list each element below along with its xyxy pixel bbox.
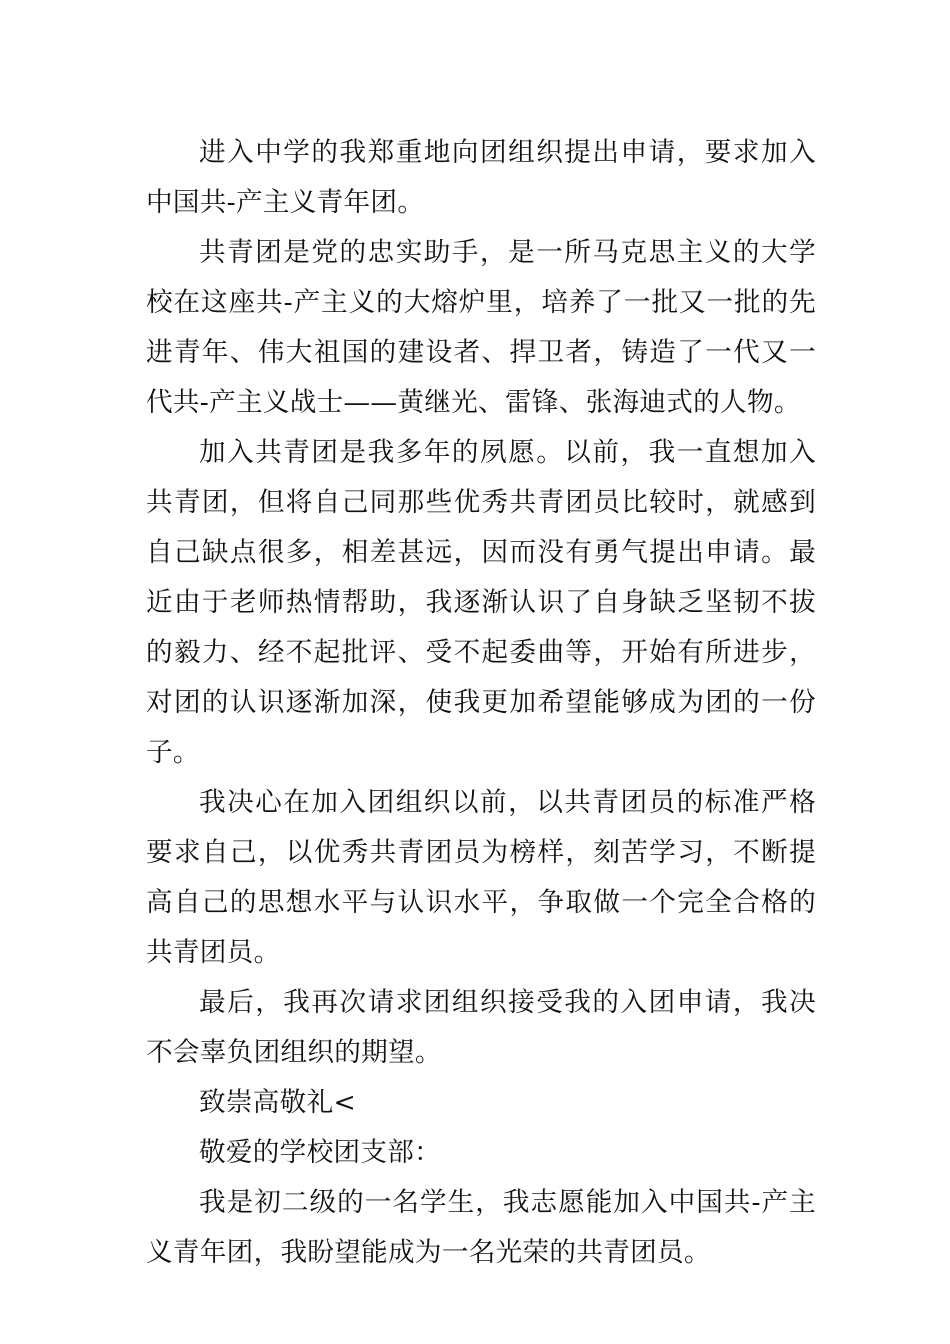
letter-salutation: 敬爱的学校团支部： [199,1137,442,1168]
paragraph-long-wish: 加入共青团是我多年的夙愿。以前，我一直想加入共青团，但将自己同那些优秀共青团员比较时，就感到自己缺点很多，相差甚远，因而没有勇气提出申请。最近由于老师热情帮助，我逐渐认识了自身缺乏坚韧不拔的毅力、经不起批评、受不起委曲等，开始有所进步，对团的认识逐渐加深，使我更加希望能够成为团的一份子。 [146,437,816,768]
document-body [146,128,816,1278]
paragraph-league-role: 共青团是党的忠实助手，是一所马克思主义的大学校在这座共-产主义的大熔炉里，培养了一批又一批的先进青年、伟大祖国的建设者、捍卫者，铸造了一代又一代共-产主义战士——黄继光、雷锋、张海迪式的人物。 [146,237,816,418]
paragraph-resolution: 我决心在加入团组织以前，以共青团员的标准严格要求自己，以优秀共青团员为榜样，刻苦学习，不断提高自己的思想水平与认识水平，争取做一个完全合格的共青团员。 [146,787,816,968]
paragraph-final-request: 最后，我再次请求团组织接受我的入团申请，我决不会辜负团组织的期望。 [146,987,816,1068]
paragraph-application-intro: 进入中学的我郑重地向团组织提出申请，要求加入中国共-产主义青年团。 [146,137,816,218]
closing-salute: 致崇高敬礼< [199,1087,357,1118]
paragraph-second-letter-intro: 我是初二级的一名学生，我志愿能加入中国共-产主义青年团，我盼望能成为一名光荣的共青团员。 [146,1187,816,1268]
